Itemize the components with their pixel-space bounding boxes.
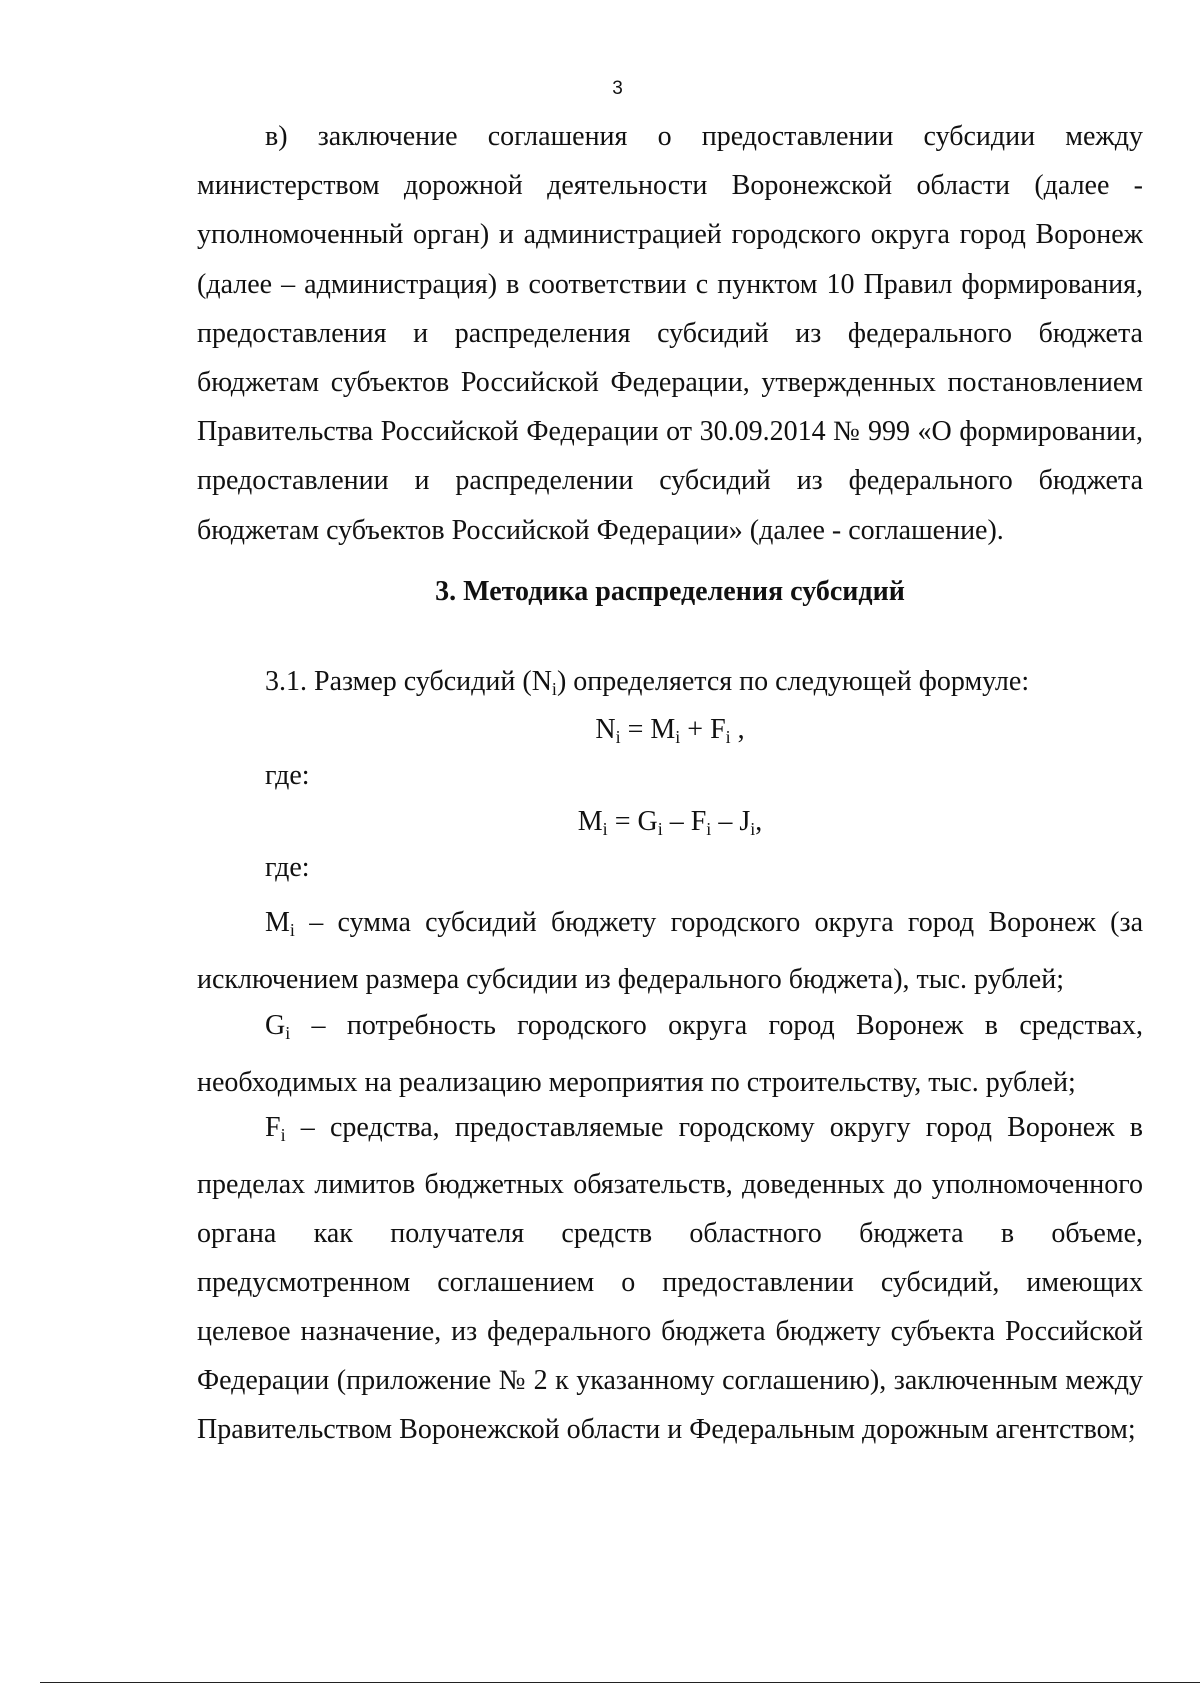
definition-m-text: – сумма субсидий бюджету городского округа город Воронеж (за исключением размера субсидии из федерального бюджета), тыс. рублей; [197,907,1143,995]
definition-f-subscript: i [280,1125,286,1145]
footer-rule [40,1682,1200,1683]
formula-m-term-j: – J [711,806,751,837]
formula-m-symbol: M [577,806,603,837]
formula-m-term-g-subscript: i [657,819,663,839]
formula-m-term-f-subscript: i [706,819,712,839]
formula-n-symbol: N [595,714,616,745]
paragraph-3-1 [265,666,1029,700]
definition-g [197,1001,1143,1107]
p31-text-before: 3.1. Размер субсидий (N [265,666,552,697]
definition-g-text: – потребность городского округа город Воронеж в средствах, необходимых на реализацию мероприятия по строительству, тыс. рублей; [197,1010,1143,1098]
formula-m-term-g: = G [607,806,658,837]
formula-m-tail: , [755,806,763,837]
formula-n [0,714,1200,748]
definition-g-subscript: i [285,1023,291,1043]
clause-v-paragraph: в) заключение соглашения о предоставлении субсидии между министерством дорожной деятельности Воронежской области (далее - уполномоченный орган) и администрацией городского округа город Воронеж (далее – администрация) в соответствии с пунктом 10 Правил формирования, предоставления и распределения субсидий из федерального бюджета бюджетам субъектов Российской Федерации, утвержденных постановлением Правительства Российской Федерации от 30.09.2014 № 999 «О формировании, предоставлении и распределении субсидий из федерального бюджета бюджетам субъектов Российской Федерации» (далее - соглашение). [197,121,1143,546]
formula-n-term-f-subscript: i [725,727,731,747]
definition-f-text: – средства, предоставляемые городскому округу город Воронеж в пределах лимитов бюджетных обязательств, доведенных до уполномоченного органа как получателя средств областного бюджета в объеме, предусмотренном соглашением о предоставлении субсидий, имеющих целевое назначение, из федерального бюджета бюджету субъекта Российской Федерации (приложение № 2 к указанному соглашению), заключенным между Правительством Воронежской области и Федеральным дорожным агентством; [197,1112,1143,1445]
p31-subscript: i [551,679,557,699]
formula-n-term-m: = M [620,714,676,745]
formula-n-term-f: + F [680,714,726,745]
formula-n-tail: , [730,714,745,745]
formula-m-subscript: i [602,819,608,839]
definition-m [197,898,1143,1004]
page-number: 3 [612,78,623,99]
formula-m-term-j-subscript: i [750,819,756,839]
where-label-2: где: [265,852,310,883]
definition-g-symbol: G [265,1010,286,1041]
formula-m [0,806,1200,840]
formula-n-term-m-subscript: i [675,727,681,747]
definition-m-subscript: i [289,920,295,940]
definition-f-symbol: F [265,1112,281,1143]
definition-m-symbol: M [265,907,290,938]
formula-n-subscript: i [615,727,621,747]
section-heading: 3. Методика распределения субсидий [435,576,905,607]
where-label-1: где: [265,760,310,791]
formula-m-term-f: – F [662,806,707,837]
definition-f [197,1103,1143,1454]
p31-text-after: ) определяется по следующей формуле: [556,666,1030,697]
